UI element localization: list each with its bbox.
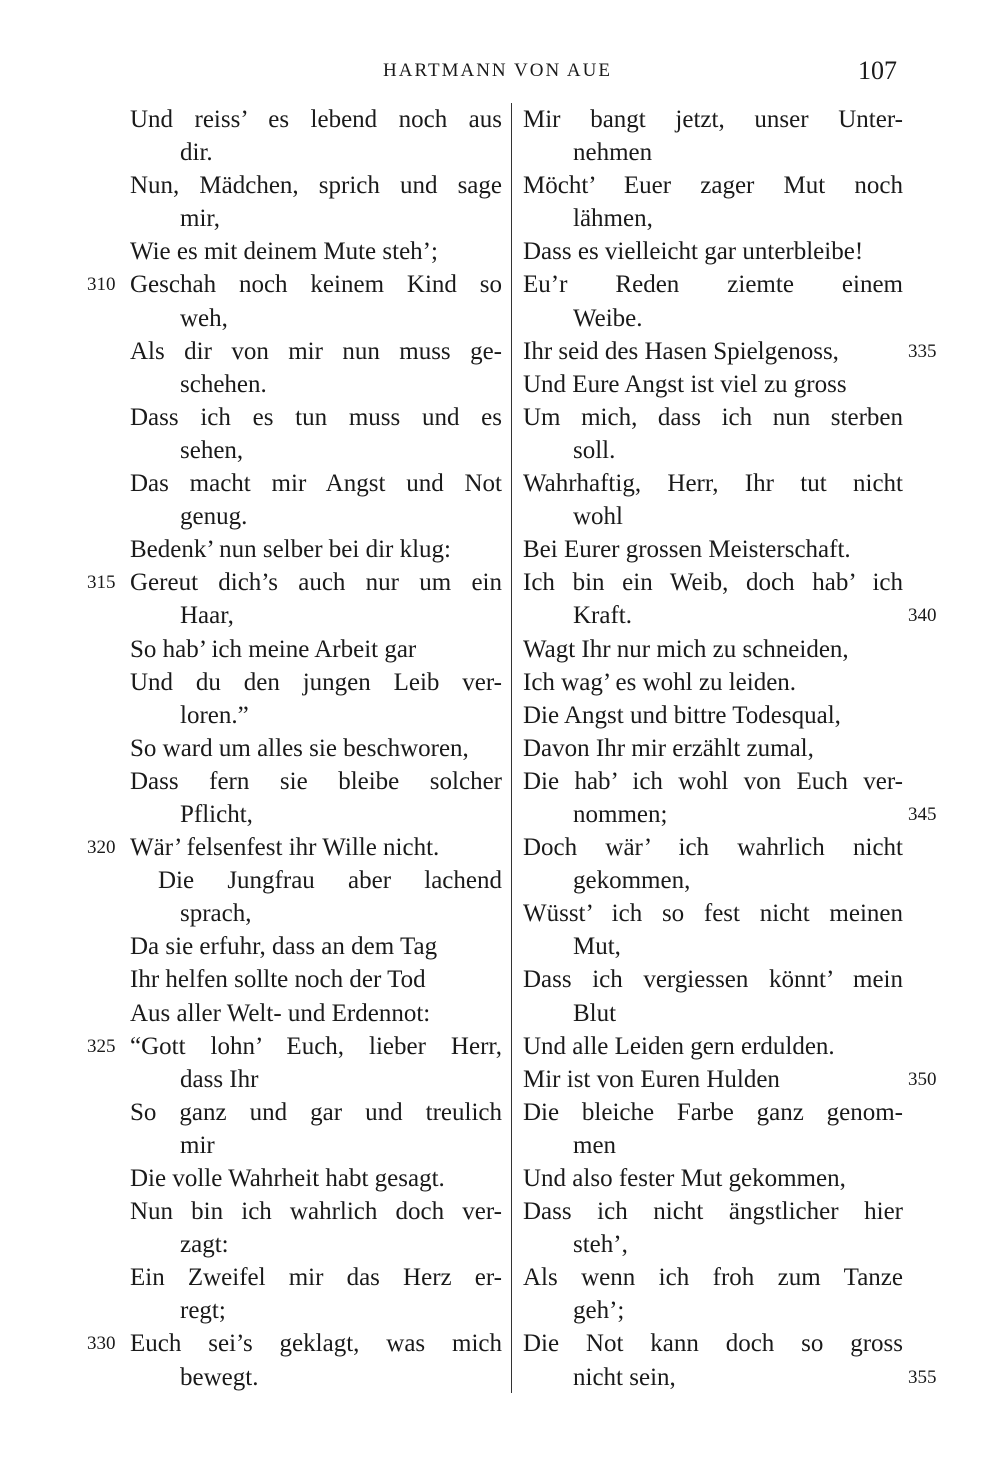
- verse: [130, 633, 502, 666]
- verse: [130, 1096, 502, 1162]
- verse-line-continuation: sprach,: [180, 900, 252, 928]
- verse: [523, 1030, 903, 1063]
- verse: [87, 1030, 502, 1096]
- verse-line: Und reiss’ es lebend noch aus: [130, 106, 502, 133]
- verse: [523, 566, 937, 632]
- verse-line: Wüsst’ ich so fest nicht meinen: [523, 900, 903, 928]
- verse-line: Die Not kann doch so gross: [523, 1330, 903, 1358]
- verse-number: 310: [87, 274, 116, 296]
- verse-line: Davon Ihr mir erzählt zumal,: [523, 734, 814, 762]
- verse: [523, 1195, 903, 1261]
- verse-line: Dass fern sie bleibe solcher: [130, 767, 502, 795]
- verse-line: Bedenk’ nun selber bei dir klug:: [130, 536, 451, 564]
- verse-line: Wie es mit deinem Mute steh’;: [130, 238, 438, 266]
- verse-line: So ward um alles sie beschworen,: [130, 734, 469, 762]
- verse-line: Nun, Mädchen, sprich und sage: [130, 172, 502, 200]
- verse-line-continuation: weh,: [180, 304, 228, 332]
- verse: [523, 963, 903, 1029]
- verse: [130, 1162, 502, 1195]
- verse: [130, 1261, 502, 1327]
- verse-line: “Gott lohn’ Euch, lieber Herr,: [130, 1032, 502, 1060]
- verse: [87, 566, 502, 632]
- verse-line: Ich wag’ es wohl zu leiden.: [523, 668, 797, 696]
- verse-line-continuation: lähmen,: [573, 205, 653, 233]
- verse-line: Um mich, dass ich nun sterben: [523, 403, 903, 431]
- verse-line-continuation: Kraft.: [573, 602, 632, 630]
- verse-line: Die Angst und bittre Todesqual,: [523, 701, 841, 729]
- verse-line-continuation: nommen;: [573, 800, 668, 828]
- verse: [130, 169, 502, 235]
- verse-line-continuation: schehen.: [180, 370, 267, 398]
- verse: [523, 1261, 903, 1327]
- verse-line: Und Eure Angst ist viel zu gross: [523, 370, 847, 398]
- verse-line: Dass ich es tun muss und es: [130, 403, 502, 431]
- verse-line: Doch wär’ ich wahrlich nicht: [523, 834, 903, 862]
- verse: [523, 268, 903, 334]
- running-title: HARTMANN VON AUE: [383, 60, 612, 81]
- verse: [523, 1162, 903, 1195]
- verse: [523, 235, 903, 268]
- verse: [523, 401, 903, 467]
- verse-line-continuation: sehen,: [180, 436, 244, 464]
- verse-line-continuation: Haar,: [180, 602, 234, 630]
- verse-line: Möcht’ Euer zager Mut noch: [523, 172, 903, 200]
- verse-line-continuation: mir,: [180, 205, 220, 233]
- verse: [523, 467, 903, 533]
- verse-line: Als dir von mir nun muss ge-: [130, 337, 502, 365]
- verse: [130, 533, 502, 566]
- verse-number: 335: [908, 340, 937, 362]
- verse-line: Dass ich vergiessen könnt’ mein: [523, 966, 903, 994]
- verse: [523, 103, 903, 169]
- verse-number: 325: [87, 1035, 116, 1057]
- verse-line: Nun bin ich wahrlich doch ver-: [130, 1198, 502, 1226]
- verse-line-continuation: soll.: [573, 436, 616, 464]
- verse: [523, 335, 937, 368]
- left-verse-column: [87, 103, 502, 1394]
- verse-line-continuation: Pflicht,: [180, 800, 253, 828]
- verse-number: 315: [87, 572, 116, 594]
- verse-line-continuation: genug.: [180, 503, 248, 531]
- verse-line-continuation: nehmen: [573, 139, 653, 167]
- verse-line: Mir bangt jetzt, unser Unter-: [523, 106, 903, 133]
- verse-line: Die volle Wahrheit habt gesagt.: [130, 1165, 445, 1192]
- verse-line-continuation: wohl: [573, 503, 623, 531]
- verse-line: So ganz und gar und treulich: [130, 1098, 502, 1126]
- verse-line-continuation: regt;: [180, 1297, 226, 1325]
- verse: [130, 235, 502, 268]
- verse: [87, 831, 502, 864]
- verse-line-continuation: mir: [180, 1131, 215, 1159]
- verse: [130, 467, 502, 533]
- verse-line-continuation: geh’;: [573, 1297, 625, 1325]
- verse: [523, 666, 903, 699]
- verse-line-continuation: nicht sein,: [573, 1363, 676, 1391]
- verse-line: Ich bin ein Weib, doch hab’ ich: [523, 569, 903, 597]
- verse: [523, 699, 903, 732]
- verse-line: Aus aller Welt- und Erdennot:: [130, 999, 431, 1027]
- verse-line: So hab’ ich meine Arbeit gar: [130, 635, 417, 663]
- verse: [130, 401, 502, 467]
- verse: [130, 864, 502, 930]
- verse-line: Ihr seid des Hasen Spielgenoss,: [523, 337, 839, 365]
- verse: [523, 169, 903, 235]
- verse-line-continuation: dir.: [180, 139, 213, 167]
- verse-line-continuation: men: [573, 1131, 617, 1159]
- verse: [523, 1327, 937, 1393]
- verse-line: Die Jungfrau aber lachend: [158, 867, 502, 895]
- verse: [523, 533, 903, 566]
- verse-line-continuation: loren.”: [180, 701, 249, 729]
- verse: [87, 268, 502, 334]
- verse-line: Dass es vielleicht gar unterbleibe!: [523, 238, 864, 266]
- verse: [130, 732, 502, 765]
- column-divider: [511, 103, 512, 1393]
- verse-line: Gereut dich’s auch nur um ein: [130, 569, 502, 597]
- verse-line: Wahrhaftig, Herr, Ihr tut nicht: [523, 470, 903, 498]
- verse: [130, 765, 502, 831]
- verse-line-continuation: Weibe.: [573, 304, 643, 332]
- verse-line: Das macht mir Angst und Not: [130, 470, 502, 498]
- verse-line: Ihr helfen sollte noch der Tod: [130, 966, 426, 994]
- verse-line-continuation: Mut,: [573, 933, 621, 961]
- verse-number: 355: [908, 1366, 937, 1388]
- verse-line-continuation: gekommen,: [573, 867, 691, 895]
- verse-line: Euch sei’s geklagt, was mich: [130, 1330, 502, 1358]
- verse-line: Und du den jungen Leib ver-: [130, 668, 502, 696]
- verse-line-continuation: Blut: [573, 999, 617, 1027]
- verse-line: Bei Eurer grossen Meisterschaft.: [523, 536, 851, 564]
- verse: [130, 963, 502, 996]
- verse-number: 345: [908, 803, 937, 825]
- verse-line: Ein Zweifel mir das Herz er-: [130, 1264, 502, 1292]
- running-header: [0, 56, 1000, 90]
- verse-number: 350: [908, 1068, 937, 1090]
- verse-line-continuation: steh’,: [573, 1231, 628, 1259]
- verse-line: Wär’ felsenfest ihr Wille nicht.: [130, 834, 440, 862]
- verse: [523, 1063, 937, 1096]
- verse: [523, 1096, 903, 1162]
- right-verse-column: [523, 103, 937, 1394]
- verse-number: 330: [87, 1333, 116, 1355]
- verse-line: Die hab’ ich wohl von Euch ver-: [523, 767, 903, 795]
- verse: [130, 930, 502, 963]
- verse: [130, 666, 502, 732]
- verse-line: Dass ich nicht ängstlicher hier: [523, 1198, 903, 1226]
- verse-line: Als wenn ich froh zum Tanze: [523, 1264, 903, 1292]
- verse-line-continuation: bewegt.: [180, 1363, 259, 1391]
- verse-line: Da sie erfuhr, dass an dem Tag: [130, 933, 438, 961]
- verse: [523, 368, 903, 401]
- verse-line-continuation: zagt:: [180, 1231, 229, 1259]
- verse: [523, 765, 937, 831]
- verse-line: Geschah noch keinem Kind so: [130, 271, 502, 299]
- verse-line-continuation: dass Ihr: [180, 1065, 259, 1093]
- verse-line: Und alle Leiden gern erdulden.: [523, 1032, 835, 1060]
- verse-line: Mir ist von Euren Hulden: [523, 1065, 780, 1093]
- verse-line: Die bleiche Farbe ganz genom-: [523, 1098, 903, 1126]
- verse: [130, 335, 502, 401]
- verse: [130, 103, 502, 169]
- verse-line: Und also fester Mut gekommen,: [523, 1165, 846, 1192]
- verse: [523, 831, 903, 897]
- verse: [523, 897, 903, 963]
- verse-number: 320: [87, 837, 116, 859]
- verse-number: 340: [908, 605, 937, 627]
- verse-line: Eu’r Reden ziemte einem: [523, 271, 903, 299]
- verse: [87, 1327, 502, 1393]
- verse: [130, 997, 502, 1030]
- verse-line: Wagt Ihr nur mich zu schneiden,: [523, 635, 849, 663]
- verse: [523, 732, 903, 765]
- verse: [523, 633, 903, 666]
- page-number: 107: [858, 56, 897, 85]
- verse: [130, 1195, 502, 1261]
